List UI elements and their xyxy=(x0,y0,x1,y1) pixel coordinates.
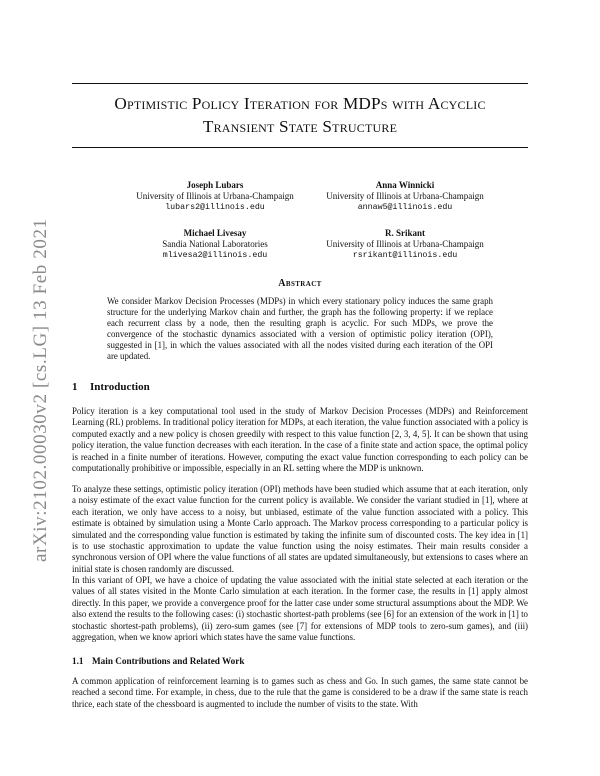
subsection-heading-contributions xyxy=(72,656,244,666)
author-email[interactable]: mlivesa2@illinois.edu xyxy=(162,251,268,260)
intro-paragraph-3: In this variant of OPI, we have a choice of updating the value associated with the initial state selected at each iteration or the values of all states visited in the Monte Carlo simulation at each iteration. In the former case, the results in [1] apply almost directly. In this paper, we provide a convergence proof for the latter case under some structural assumptions about the MDP. We also extend the results to the following cases: (i) stochastic shortest-path problems (see [6] for an extension of the work in [1] to stochastic shortest-path problems), (ii) zero-sum games (see [7] for extensions of MDP tools to zero-sum games), and (iii) aggregation, when we know apriori which states have the same value functions. xyxy=(72,575,528,643)
subsection-title: Main Contributions and Related Work xyxy=(92,656,245,666)
author-name: Michael Livesay xyxy=(183,228,247,238)
intro-paragraph-2: To analyze these settings, optimistic policy iteration (OPI) methods have been studied which assume that at each iteration, only a noisy estimate of the exact value function for the current policy is available. We consider the variant studied in [1], where at each iteration, we only have access to a noisy, but unbiased, estimate of the value function associated with a policy. This estimate is obtained by simulation using a Monte Carlo approach. The Markov process corresponding to a particular policy is simulated and the corresponding value function is estimated by taking the infinite sum of discounted costs. The key idea in [1] is to use stochastic approximation to update the value function using the noisy estimates. Their main results consider a synchronous version of OPI where the value functions of all states are updated simultaneously, but extensions to cases where an initial state is chosen randomly are discussed. xyxy=(72,484,528,574)
section-number: 1 xyxy=(72,381,78,393)
intro-paragraph-1: Policy iteration is a key computational tool used in the study of Markov Decision Processes (MDPs) and Reinforcement Learning (RL) problems. In traditional policy iteration for MDPs, at each iteration, the value function associated with a policy is computed exactly and a new policy is chosen greedily with respect to this value function [2, 3, 4, 5]. It can be shown that using policy iteration, the value function decreases with each iteration. In the case of a finite state and action space, the optimal policy is reached in a finite number of iterations. However, computing the exact value function corresponding to each policy can be computationally prohibitive or impossible, especially in an RL setting where the MDP is unknown. xyxy=(72,406,528,474)
paper-title xyxy=(72,92,528,138)
author-name: Anna Winnicki xyxy=(375,180,435,190)
abstract-heading: Abstract xyxy=(278,278,322,289)
author-affiliation: University of Illinois at Urbana-Champaign xyxy=(326,239,484,249)
arxiv-identifier-stamp[interactable]: arXiv:2102.00030v2 [cs.LG] 13 Feb 2021 xyxy=(30,218,51,562)
author-block xyxy=(125,180,305,213)
author-name: R. Srikant xyxy=(384,228,425,238)
section-heading-introduction xyxy=(72,381,150,393)
author-email[interactable]: lubars2@illinois.edu xyxy=(165,203,265,212)
abstract-text: We consider Markov Decision Processes (MDPs) in which every stationary policy induces the same graph structure for the underlying Markov chain and further, the graph has the following property: if we replace each recurrent class by a node, then the resulting graph is acyclic. For such MDPs, we prove the convergence of the stochastic dynamics associated with a version of optimistic policy iteration (OPI), suggested in [1], in which the values associated with all the nodes visited during each iteration of the OPI are updated. xyxy=(107,296,493,361)
author-block xyxy=(125,228,305,261)
subsection-number: 1.1 xyxy=(72,656,84,666)
author-email[interactable]: annaw5@illinois.edu xyxy=(357,203,453,212)
title-line-1: Optimistic Policy Iteration for MDPs with Acyclic xyxy=(114,94,486,113)
title-line-2: Transient State Structure xyxy=(202,117,398,136)
contributions-paragraph: A common application of reinforcement learning is to games such as chess and Go. In such games, the same state cannot be reached a second time. For example, in chess, due to the rule that the game is considered to be a draw if the same state is reach thrice, each state of the chessboard is augmented to include the number of visits to the state. With xyxy=(72,676,528,709)
title-bottom-rule xyxy=(72,147,528,148)
author-name: Joseph Lubars xyxy=(186,180,244,190)
author-affiliation: University of Illinois at Urbana-Champaign xyxy=(326,191,484,201)
author-affiliation: Sandia National Laboratories xyxy=(162,239,268,249)
section-title: Introduction xyxy=(90,381,150,393)
author-block xyxy=(295,228,515,261)
author-affiliation: University of Illinois at Urbana-Champaign xyxy=(136,191,294,201)
title-top-rule xyxy=(72,83,528,84)
author-block xyxy=(295,180,515,213)
author-email[interactable]: rsrikant@illinois.edu xyxy=(352,251,458,260)
